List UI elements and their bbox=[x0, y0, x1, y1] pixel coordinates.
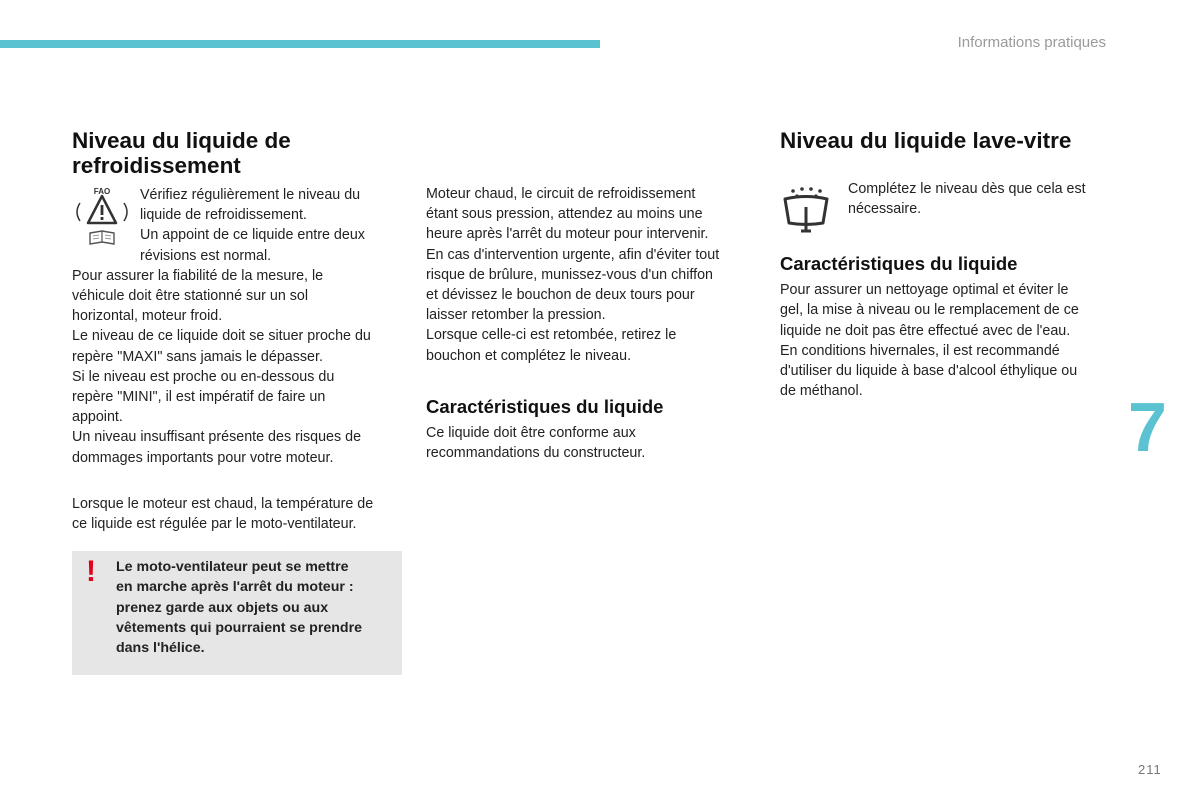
washer-spec-line: de méthanol. bbox=[780, 383, 863, 400]
cooling-intro-text bbox=[140, 185, 365, 266]
cooling-body-line: appoint. bbox=[72, 409, 123, 426]
washer-intro bbox=[780, 181, 1110, 241]
washer-spec-line: gel, la mise à niveau ou le remplacement de ce bbox=[780, 302, 1079, 319]
fan-warning-box bbox=[72, 551, 402, 675]
hot-engine-text bbox=[426, 184, 746, 366]
cooling-intro-line: révisions est normal. bbox=[140, 247, 272, 264]
washer-intro-text bbox=[848, 179, 1086, 241]
page-header-title: Informations pratiques bbox=[957, 34, 1106, 51]
warning-line: dans l'hélice. bbox=[116, 640, 205, 657]
coolant-spec-text bbox=[426, 423, 746, 463]
cooling-title-line2: refroidissement bbox=[72, 153, 241, 178]
cooling-intro-line: liquide de refroidissement. bbox=[140, 207, 307, 224]
cooling-title-line1: Niveau du liquide de bbox=[72, 128, 291, 153]
washer-title: Niveau du liquide lave-vitre bbox=[780, 128, 1072, 153]
chapter-number: 7 bbox=[1128, 388, 1167, 466]
cooling-body-text bbox=[72, 266, 402, 468]
cooling-body-line: horizontal, moteur froid. bbox=[72, 308, 223, 325]
coolant-spec-title: Caractéristiques du liquide bbox=[426, 395, 664, 417]
washer-spec-text bbox=[780, 280, 1110, 401]
warning-line: Le moto-ventilateur peut se mettre bbox=[116, 559, 349, 576]
washer-spec-line: d'utiliser du liquide à base d'alcool éthylique ou bbox=[780, 363, 1078, 380]
fan-line: Lorsque le moteur est chaud, la température de bbox=[72, 495, 374, 512]
cooling-body-line: repère "MAXI" sans jamais le dépasser. bbox=[72, 348, 323, 365]
washer-column bbox=[780, 128, 1110, 401]
washer-intro-line: nécessaire. bbox=[848, 201, 922, 218]
cooling-title bbox=[72, 128, 402, 178]
hot-engine-line: bouchon et complétez le niveau. bbox=[426, 347, 632, 364]
hot-engine-line: étant sous pression, attendez au moins une bbox=[426, 206, 703, 223]
hot-engine-line: Moteur chaud, le circuit de refroidissement bbox=[426, 186, 696, 202]
washer-intro-line: Complétez le niveau dès que cela est bbox=[848, 181, 1086, 197]
hot-engine-line: et dévissez le bouchon de deux tours pour bbox=[426, 287, 695, 304]
warning-text bbox=[116, 557, 396, 658]
washer-spec-line: En conditions hivernales, il est recommandé bbox=[780, 342, 1060, 359]
fan-line: ce liquide est régulée par le moto-ventilateur. bbox=[72, 516, 357, 533]
warning-triangle-icon bbox=[72, 185, 132, 247]
header-accent-bar bbox=[0, 40, 600, 48]
cooling-body-line: Le niveau de ce liquide doit se situer proche du bbox=[72, 328, 371, 345]
cooling-body-line: repère "MINI", il est impératif de faire un bbox=[72, 389, 326, 406]
hot-engine-line: En cas d'intervention urgente, afin d'éviter tout bbox=[426, 246, 720, 263]
cooling-body-line: véhicule doit être stationné sur un sol bbox=[72, 288, 309, 305]
manual-book-icon bbox=[90, 231, 114, 244]
hot-engine-line: risque de brûlure, munissez-vous d'un chiffon bbox=[426, 266, 713, 283]
cooling-intro-line: Un appoint de ce liquide entre deux bbox=[140, 227, 365, 244]
cooling-intro-line: Vérifiez régulièrement le niveau du bbox=[140, 187, 361, 203]
coolant-spec-line: Ce liquide doit être conforme aux bbox=[426, 424, 636, 441]
fao-label: FAO bbox=[93, 187, 111, 196]
cooling-icon-group bbox=[72, 185, 140, 266]
windscreen-washer-icon bbox=[780, 185, 832, 235]
cooling-body-line: dommages importants pour votre moteur. bbox=[72, 449, 334, 466]
hot-engine-column bbox=[426, 184, 746, 463]
cooling-column bbox=[72, 128, 402, 675]
coolant-spec-line: recommandations du constructeur. bbox=[426, 445, 646, 462]
warning-line: vêtements qui pourraient se prendre bbox=[116, 619, 362, 636]
washer-spec-line: liquide ne doit pas être effectué avec de l'eau. bbox=[780, 322, 1071, 339]
warning-line: en marche après l'arrêt du moteur : bbox=[116, 579, 354, 596]
washer-spec-line: Pour assurer un nettoyage optimal et éviter le bbox=[780, 282, 1069, 299]
exclamation-icon: ! bbox=[86, 555, 96, 589]
fan-text bbox=[72, 494, 402, 534]
warning-line: prenez garde aux objets ou aux bbox=[116, 599, 329, 616]
washer-spec-title: Caractéristiques du liquide bbox=[780, 253, 1018, 275]
page-number: 211 bbox=[1138, 762, 1162, 777]
washer-icon-group bbox=[780, 185, 848, 241]
hot-engine-line: heure après l'arrêt du moteur pour intervenir. bbox=[426, 226, 709, 243]
cooling-intro bbox=[72, 185, 402, 266]
cooling-body-line: Si le niveau est proche ou en-dessous du bbox=[72, 368, 335, 385]
cooling-body-line: Un niveau insuffisant présente des risques de bbox=[72, 429, 362, 446]
hot-engine-line: laisser retomber la pression. bbox=[426, 307, 606, 324]
hot-engine-line: Lorsque celle-ci est retombée, retirez le bbox=[426, 327, 677, 344]
cooling-body-line: Pour assurer la fiabilité de la mesure, le bbox=[72, 267, 324, 284]
